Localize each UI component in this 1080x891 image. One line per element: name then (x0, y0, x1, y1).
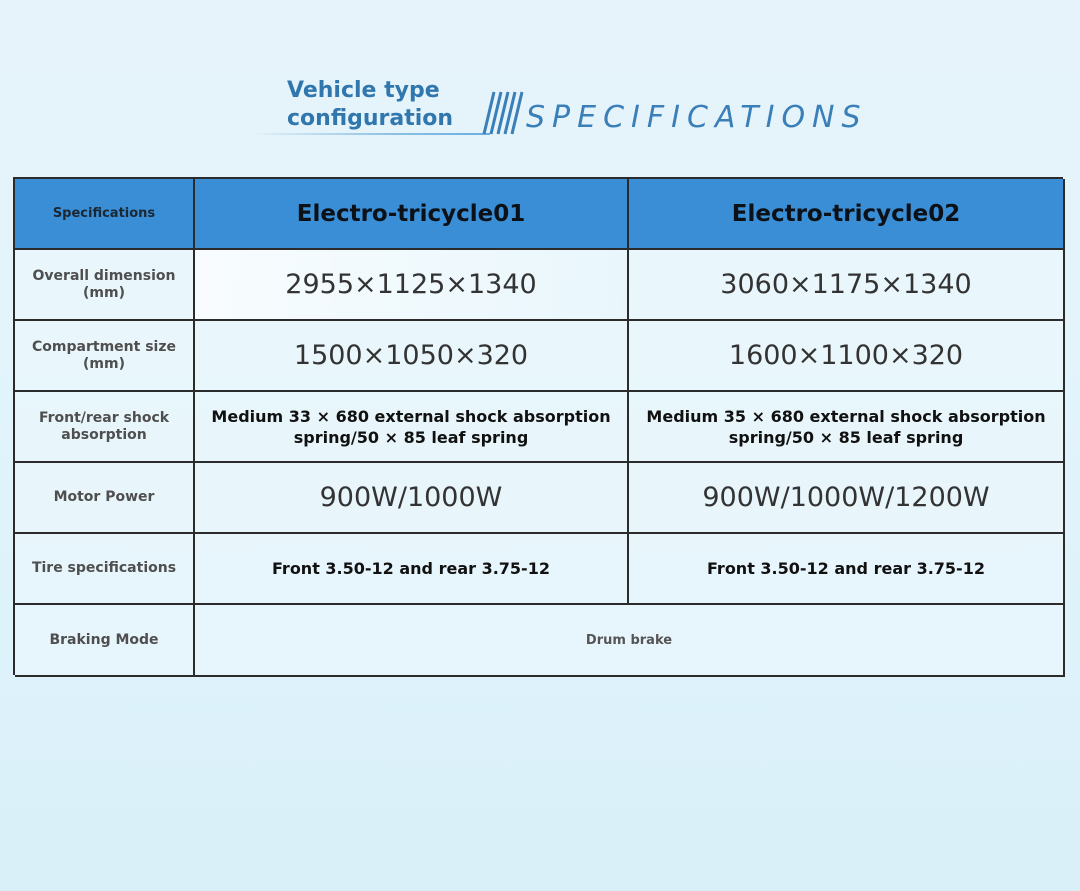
section-title (287, 77, 453, 133)
table-cell (195, 321, 629, 392)
cell-value: 900W/1000W (319, 482, 503, 513)
table-cell (629, 463, 1065, 534)
cell-value: 1600×1100×320 (728, 340, 964, 371)
table-header-model-2 (629, 179, 1065, 250)
row-label-compartment-size: Compartment size (mm) (32, 338, 176, 372)
row-label-cell (15, 250, 195, 321)
row-label-cell (15, 321, 195, 392)
cell-value: Medium 33 × 680 external shock absorption spring/50 × 85 leaf spring (211, 406, 611, 447)
table-cell (629, 250, 1065, 321)
row-label-overall-dimension: Overall dimension (mm) (32, 267, 176, 301)
slash-stripes-icon (480, 90, 526, 136)
table-cell (195, 392, 629, 463)
cell-value: Front 3.50-12 and rear 3.75-12 (707, 559, 985, 578)
cell-value: 2955×1125×1340 (285, 269, 537, 300)
title-line-1: Vehicle type (287, 78, 440, 103)
section-subtitle: SPECIFICATIONS (526, 100, 868, 135)
table-cell (629, 392, 1065, 463)
page-header (0, 0, 1080, 170)
row-label-cell (15, 463, 195, 534)
row-label-cell (15, 605, 195, 677)
model-name: Electro-tricycle01 (296, 200, 526, 227)
row-label-cell (15, 392, 195, 463)
table-cell (195, 250, 629, 321)
table-cell (195, 463, 629, 534)
row-label-braking-mode: Braking Mode (49, 631, 159, 648)
table-header-corner (15, 179, 195, 250)
row-label-tire-specifications: Tire specifications (31, 560, 177, 576)
cell-value: Medium 35 × 680 external shock absorption spring/50 × 85 leaf spring (646, 406, 1046, 447)
table-cell (629, 534, 1065, 605)
table-cell (629, 321, 1065, 392)
cell-value: Drum brake (585, 632, 673, 648)
row-label-shock-absorption: Front/rear shock absorption (38, 409, 170, 443)
cell-value: 900W/1000W/1200W (702, 482, 990, 513)
row-label-cell (15, 534, 195, 605)
row-label-motor-power: Motor Power (53, 489, 155, 505)
spec-table (13, 177, 1063, 675)
cell-value: 3060×1175×1340 (720, 269, 972, 300)
title-line-2: configuration (287, 106, 454, 131)
cell-value: 1500×1050×320 (293, 340, 529, 371)
table-header-model-1 (195, 179, 629, 250)
title-underline (250, 133, 490, 135)
table-cell (195, 534, 629, 605)
model-name: Electro-tricycle02 (731, 200, 961, 227)
cell-value: Front 3.50-12 and rear 3.75-12 (272, 559, 550, 578)
table-cell-merged (195, 605, 1065, 677)
corner-label: Specifications (52, 206, 156, 221)
